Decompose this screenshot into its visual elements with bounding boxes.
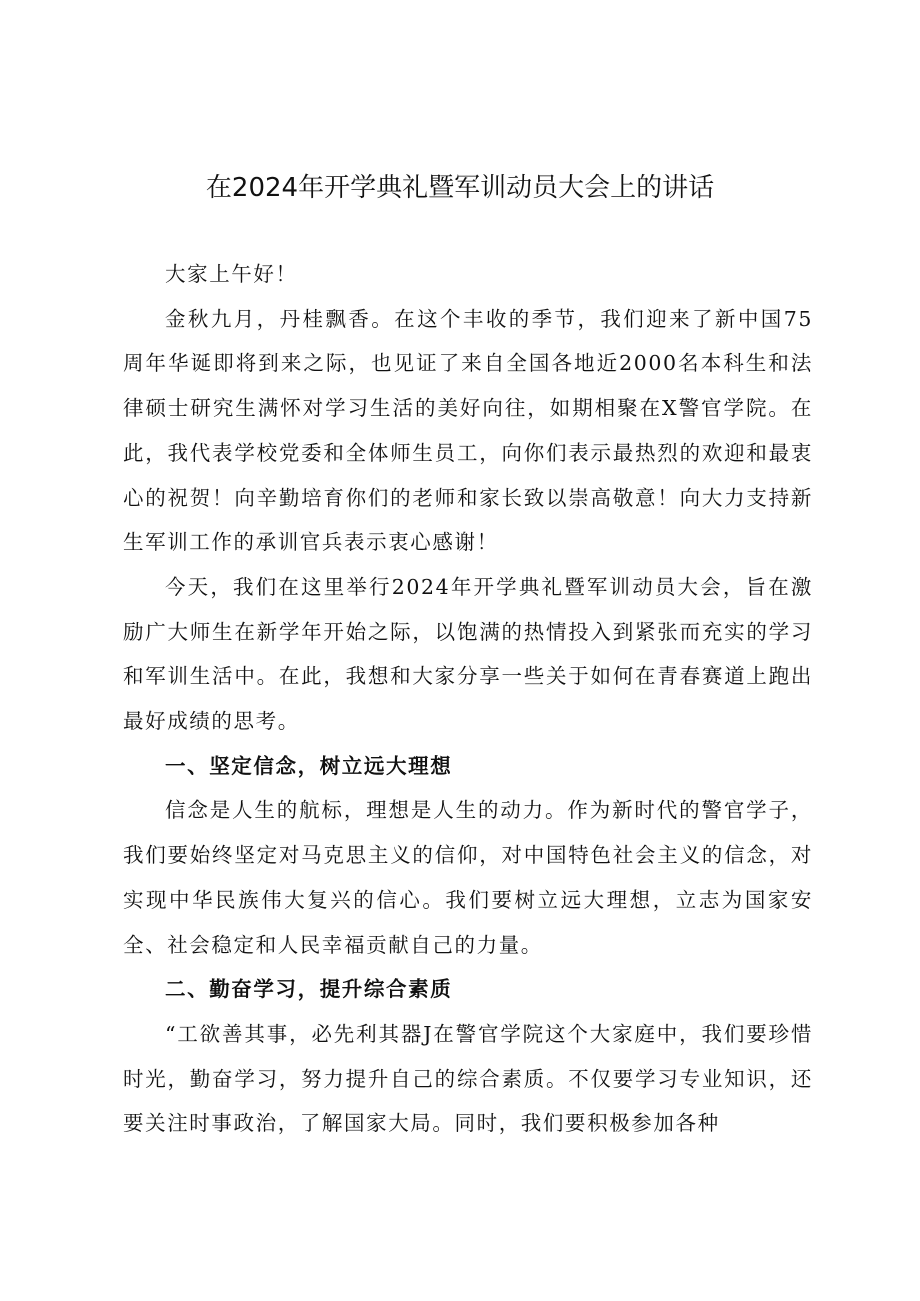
section-heading: 二、勤奋学习，提升综合素质: [165, 977, 453, 1002]
body-paragraph: 今天，我们在这里举行2024年开学典礼暨军训动员大会，旨在激励广大师生在新学年开始之际，以饱满的热情投入到紧张而充实的学习和军训生活中。在此，我想和大家分享一些关于如何在青春赛道上跑出最好成绩的思考。: [123, 574, 813, 734]
body-paragraph: 金秋九月，丹桂飘香。在这个丰收的季节，我们迎来了新中国75周年华诞即将到来之际，也见证了来自全国各地近2000名本科生和法律硕士研究生满怀对学习生活的美好向往，如期相聚在X警官学院。在此，我代表学校党委和全体师生员工，向你们表示最热烈的欢迎和最衷心的祝贺！向辛勤培育你们的老师和家长致以崇高敬意！向大力支持新生军训工作的承训官兵表示衷心感谢！: [123, 306, 813, 555]
body-paragraph: 信念是人生的航标，理想是人生的动力。作为新时代的警官学子，我们要始终坚定对马克思主义的信仰，对中国特色社会主义的信念，对实现中华民族伟大复兴的信心。我们要树立远大理想，立志为国家安全、社会稳定和人民幸福贡献自己的力量。: [123, 798, 813, 957]
greeting-paragraph: 大家上午好！: [165, 262, 298, 286]
document-title: 在2024年开学典礼暨军训动员大会上的讲话: [205, 173, 715, 203]
document-body: [123, 252, 813, 1146]
body-paragraph: “工欲善其事，必先利其器J在警官学院这个大家庭中，我们要珍惜时光，勤奋学习，努力提升自己的综合素质。不仅要学习专业知识，还要关注时事政治，了解国家大局。同时，我们要积极参加各种: [123, 1021, 813, 1136]
section-heading: 一、坚定信念，树立远大理想: [165, 753, 453, 778]
